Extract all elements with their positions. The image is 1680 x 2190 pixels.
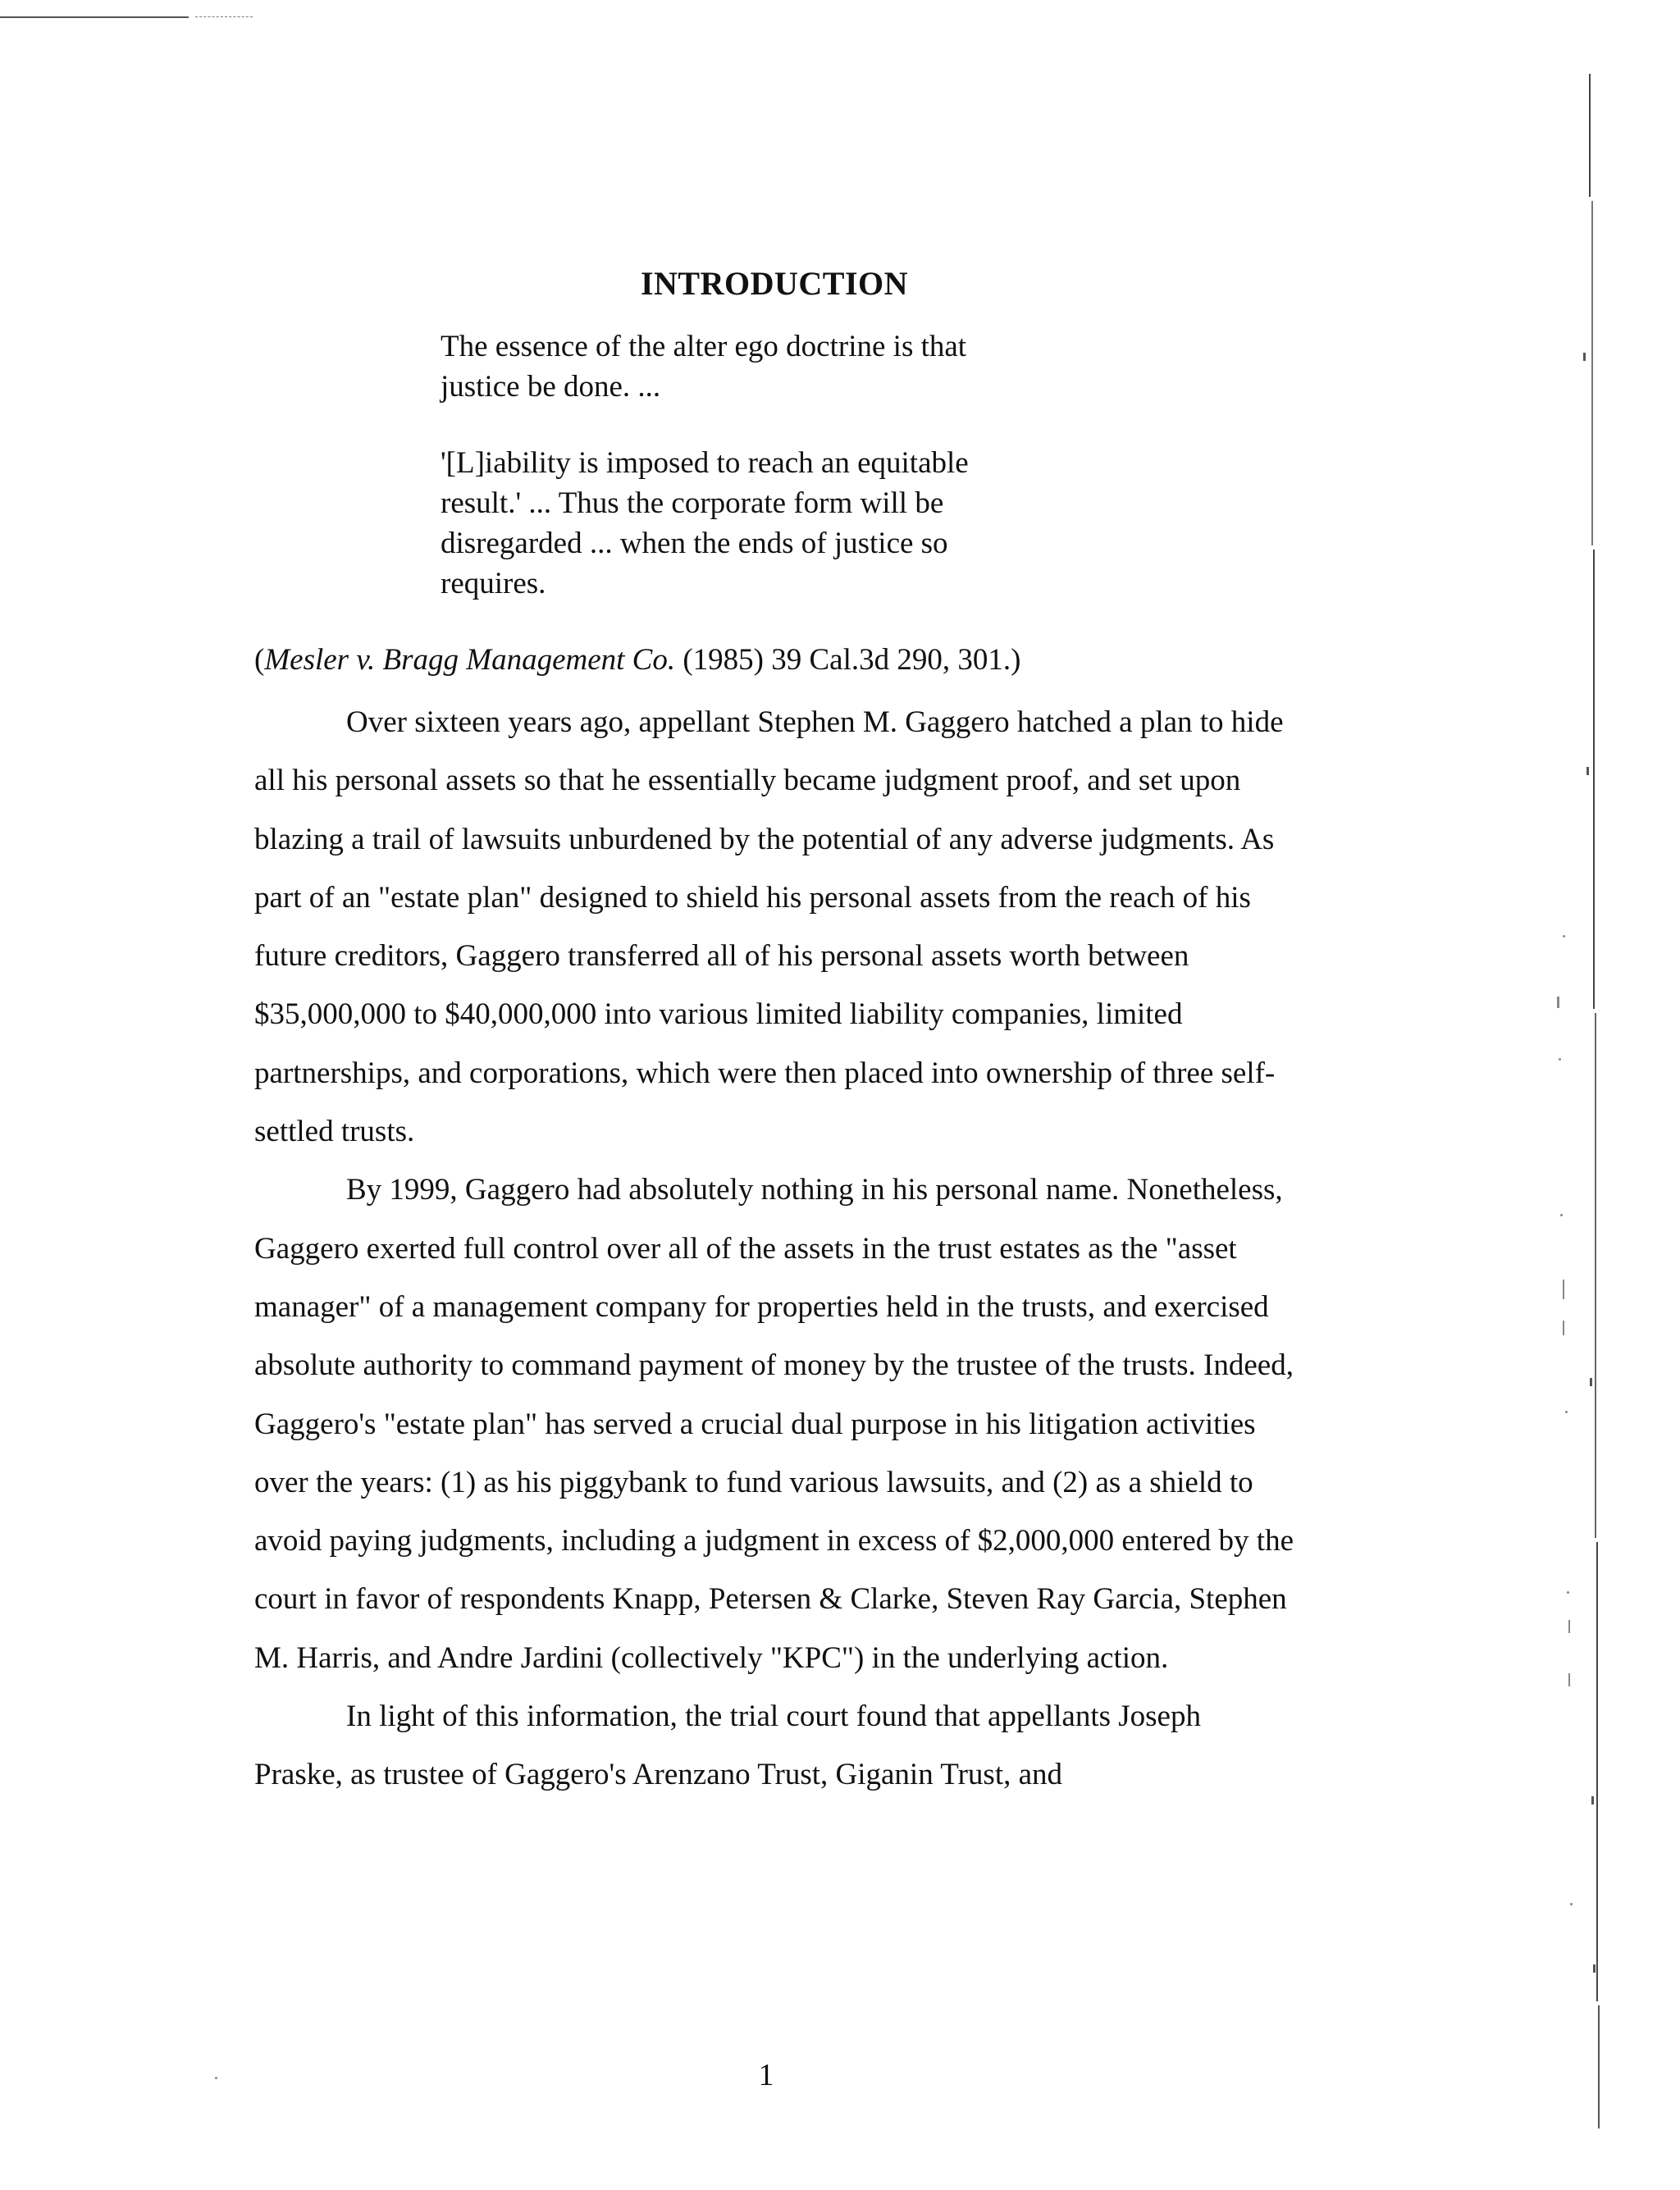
quote-line: justice be done. ... — [441, 370, 661, 404]
block-quote — [441, 443, 1064, 604]
section-heading: INTRODUCTION — [640, 265, 909, 302]
body-paragraph: By 1999, Gaggero had absolutely nothing in his personal name. Nonetheless, Gaggero exerted full control over all of the assets in the trust estates as the "asset manager" of a management company for properties held in the trusts, and exercised absolute authority to command payment of money by the trustee of the trusts. Indeed, Gaggero's "estate plan" has served a crucial dual purpose in his litigation activities over the years: (1) as his piggybank to fund various lawsuits, and (2) as a shield to avoid paying judgments, including a judgment in excess of $2,000,000 entered by the court in favor of respondents Knapp, Petersen & Clarke, Steven Ray Garcia, Stephen M. Harris, and Andre Jardini (collectively "KPC") in the underlying action. — [254, 1173, 1294, 1675]
quote-line: '[L]iability is imposed to reach an equitable — [441, 446, 969, 480]
scan-artifact-line — [195, 16, 253, 17]
quote-line: disregarded ... when the ends of justice so — [441, 527, 948, 560]
page-number: 1 — [758, 2058, 774, 2092]
quote-line: The essence of the alter ego doctrine is that — [441, 330, 967, 363]
quote-line: result.' ... Thus the corporate form will be — [441, 486, 944, 520]
scan-artifact-line — [0, 16, 189, 18]
case-name: Mesler v. Bragg Management Co. — [264, 643, 676, 677]
body-text — [254, 693, 1296, 1804]
body-paragraph: Over sixteen years ago, appellant Stephen M. Gaggero hatched a plan to hide all his personal assets so that he essentially became judgment proof, and set upon blazing a trail of lawsuits unburdened by the potential of any adverse judgments. As part of an "estate plan" designed to shield his personal assets from the reach of his future creditors, Gaggero transferred all of his personal assets worth between $35,000,000 to $40,000,000 into various limited liability companies, limited partnerships, and corporations, which were then placed into ownership of three self-settled trusts. — [254, 705, 1284, 1149]
case-citation: (Mesler v. Bragg Management Co. (1985) 39 Cal.3d 290, 301.) — [254, 643, 1021, 677]
quote-line: requires. — [441, 567, 546, 600]
block-quote — [441, 326, 1064, 407]
body-paragraph: In light of this information, the trial court found that appellants Joseph Praske, as trustee of Gaggero's Arenzano Trust, Giganin Trust, and — [254, 1700, 1201, 1792]
